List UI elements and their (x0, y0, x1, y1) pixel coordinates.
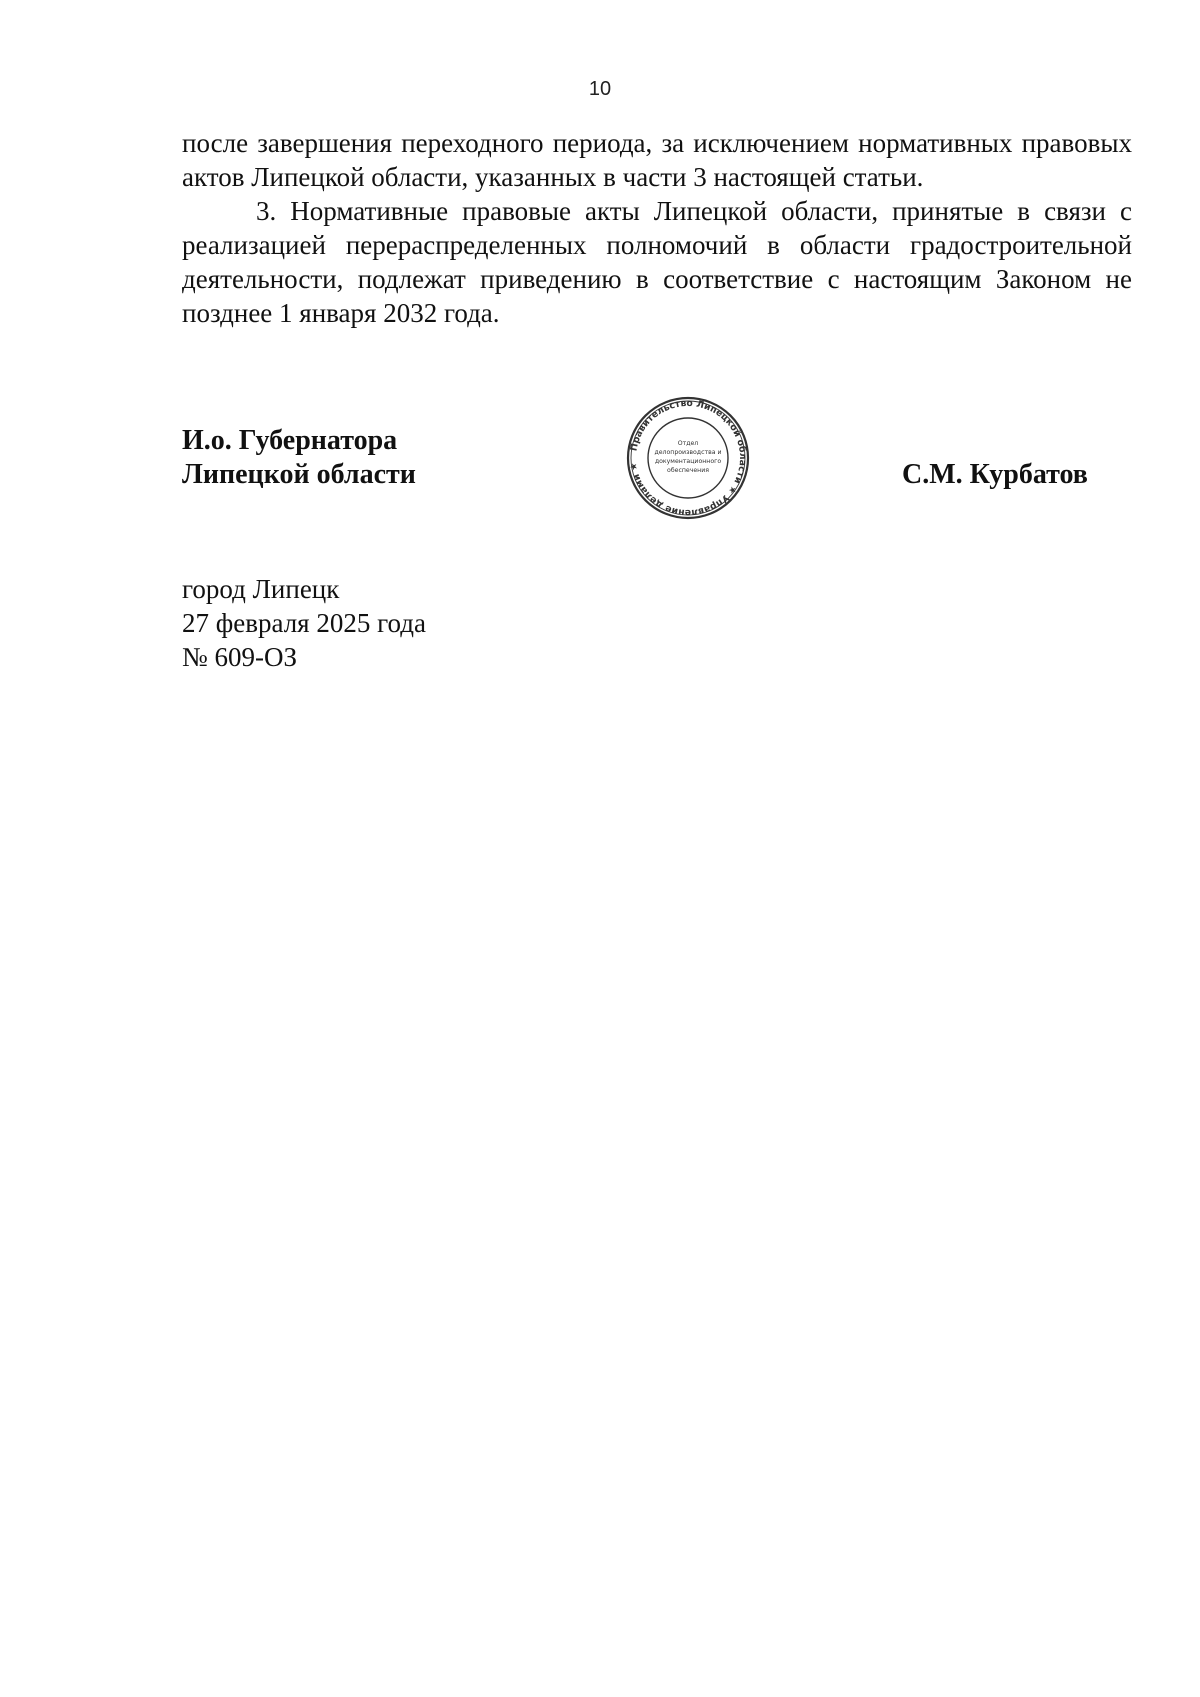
official-stamp (625, 395, 751, 521)
stamp-center-line-2: делопроизводства и (654, 449, 722, 456)
document-footer (182, 572, 426, 674)
signatory-title-line-2: Липецкой области (182, 459, 416, 490)
signatory-title-line-1: И.о. Губернатора (182, 425, 398, 456)
signatory-name: С.М. Курбатов (902, 459, 1088, 490)
stamp-center-line-3: документационного (654, 458, 722, 465)
paragraph-part-3: 3. Нормативные правовые акты Липецкой области, принятые в связи с реализацией перераспределенных полномочий в области градостроительной деятельности, подлежат приведению в соответствие с настоящим Законом не позднее 1 января 2032 года. (182, 196, 1132, 328)
document-body (182, 126, 1132, 330)
footer-city: город Липецк (182, 574, 340, 604)
stamp-center-line-4: обеспечения (667, 467, 709, 474)
footer-date: 27 февраля 2025 года (182, 608, 426, 638)
page-number: 10 (588, 78, 612, 100)
stamp-outer-text: Правительство Липецкой области ★ Управление делами ★ (628, 397, 749, 519)
signatory-title (182, 424, 416, 492)
footer-law-number: № 609-ОЗ (182, 642, 298, 672)
stamp-center-line-1: Отдел (677, 440, 699, 447)
paragraph-continuation: после завершения переходного периода, за исключением нормативных правовых актов Липецкой области, указанных в части 3 настоящей статьи. (182, 128, 1132, 192)
